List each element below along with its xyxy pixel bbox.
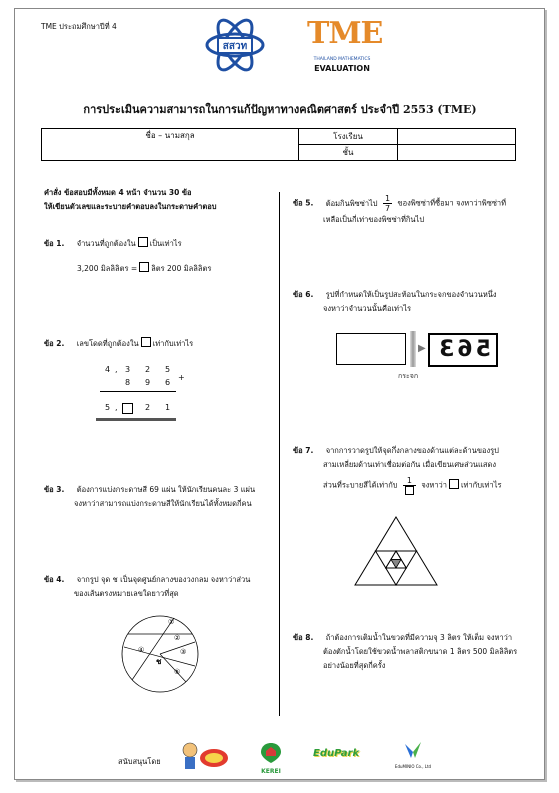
question-8 [293,631,517,673]
mirror-label: กระจก [398,372,419,380]
tme-logo-text: TME [307,16,383,51]
digit-separator: , [115,403,118,412]
tme-logo [307,12,383,84]
level-label: TME ประถมศึกษาปีที่ 4 [41,22,117,31]
school-label-cell [299,129,398,145]
question-2-number: ข้อ 2. [44,339,65,348]
student-info-table [41,128,516,161]
ipst-logo-text: สสวท [222,41,248,52]
question-8-line3: อย่างน้อยที่สุดกี่ครั้ง [323,661,386,670]
answer-box [141,337,151,347]
question-3-number: ข้อ 3. [44,485,65,494]
segment-label: ② [174,634,181,642]
question-4-line2: ของเส้นตรงหมายเลขใดยาวที่สุด [74,589,179,598]
plus-sign: + [178,373,185,382]
digit: 2 [145,365,151,374]
question-5 [293,194,506,227]
name-label: ชื่อ – นามสกุล [145,131,195,140]
sponsor-logo-kerei [256,742,286,776]
mirror-diagram [336,333,496,383]
eduminio-text: EduMINIO Co., Ltd [394,764,432,769]
school-field[interactable] [398,129,516,145]
question-8-line2: ต้องตักน้ำโดยใช้ขวดน้ำพลาสติกขนาด 1 ลิตร 500 มิลลิลิตร [323,647,518,656]
question-2-text: เลขโดดที่ถูกต้องใน [76,339,139,348]
circle-diagram [118,612,202,696]
instructions [44,186,216,214]
sponsor-label: สนับสนุนโดย [118,757,161,766]
sum-line [100,391,176,392]
class-field[interactable] [398,145,516,161]
question-7-line1: จากการวาดรูปให้จุดกึ่งกลางของด้านแต่ละด้านของรูป [325,446,499,455]
segment-label: ⑤ [174,668,181,676]
question-5-text2: ของพิซซ่าที่ซื้อมา จงหาว่าพิซซ่าที่ [397,198,507,208]
segment-label: ① [168,618,175,626]
column-divider [279,192,280,716]
equation-right: ลิตร 200 มิลลิลิตร [151,264,212,273]
instructions-line2: ให้เขียนตัวเลขและระบายคำตอบลงในกระดาษคำตอบ [44,202,217,211]
ipst-logo [204,14,266,76]
kerei-text: KEREI [261,768,281,775]
digit: 5 [165,365,171,374]
instructions-line1: คำสั่ง ข้อสอบมีทั้งหมด 4 หน้า จำนวน 30 ข้อ [44,188,192,197]
digit: 2 [145,403,151,412]
question-7-line3c: เท่ากับเท่าไร [460,480,502,490]
question-5-text1: ต้อมกินพิซซ่าไป [325,198,378,208]
digit: 8 [125,378,131,387]
question-1 [44,237,182,251]
question-3 [44,483,255,511]
arrow-icon: ▶ [418,343,426,354]
center-label: ช [156,657,162,666]
tme-logo-eval: EVALUATION [314,64,370,73]
question-3-line1: ต้องการแบ่งกระดาษสี 69 แผ่น ให้นักเรียนคนละ 3 แผ่น [76,485,256,494]
question-2-text-after: เท่ากับเท่าไร [152,339,194,348]
fraction-numerator: 1 [384,194,391,203]
digit: 3 [125,365,131,374]
question-7-number: ข้อ 7. [293,446,314,455]
triangle-diagram [353,515,439,587]
fraction-denominator: 7 [384,204,391,213]
question-3-line2: จงหาว่าสามารถแบ่งกระดาษสีให้นักเรียนได้ทั้งหมดกี่คน [74,499,252,508]
question-7 [293,444,502,495]
digit: 4 [105,365,111,374]
question-6-number: ข้อ 6. [293,290,314,299]
fraction [403,476,416,495]
sponsor-logo-edupark [313,748,363,770]
segment-label: ④ [138,646,145,654]
name-cell[interactable] [42,129,299,161]
answer-box [449,479,459,489]
double-sum-line [96,418,176,421]
digit: 6 [165,378,171,387]
digit: 9 [145,378,151,387]
answer-box [138,237,148,247]
equation-left: 3,200 มิลลิลิตร = [77,264,138,273]
mirrored-number: 563 [435,337,491,362]
page-title: การประเมินความสามารถในการแก้ปัญหาทางคณิตศาสตร์ ประจำปี 2553 (TME) [83,103,477,116]
question-4-line1: จากรูป จุด ช เป็นจุดศูนย์กลางของวงกลม จงหาว่าส่วน [76,575,251,584]
answer-box [139,262,149,272]
shaded-region [391,560,401,569]
addition-problem [100,365,190,425]
mirror-icon [410,331,416,367]
digit-separator: , [115,365,118,374]
question-8-line1: ถ้าต้องการเติมน้ำในขวดที่มีความจุ 3 ลิตร ให้เต็ม จงหาว่า [325,633,513,642]
question-5-number: ข้อ 5. [293,198,314,208]
question-7-line3b: จงหาว่า [421,480,447,490]
question-7-line3a: ส่วนที่ระบายสีได้เท่ากับ [323,480,398,490]
edupark-text: EduPark [313,748,360,759]
question-7-line2: สามเหลี่ยมด้านเท่าเชื่อมต่อกัน เมื่อเขียนเศษส่วนแสดง [323,460,496,469]
mirrored-number-box [428,333,498,367]
question-1-text-after: เป็นเท่าไร [149,239,182,248]
fraction-numerator: 1 [403,476,416,486]
blank-number-box [336,333,406,365]
answer-box [405,486,414,495]
question-1-equation [77,262,211,276]
tme-logo-sub: THAILAND MATHEMATICS [313,57,371,62]
question-4-number: ข้อ 4. [44,575,65,584]
segment-label: ③ [180,648,187,656]
question-4 [44,573,250,601]
sponsor-logo-eduminio [393,740,433,772]
question-8-number: ข้อ 8. [293,633,314,642]
question-2 [44,337,193,351]
sponsor-logo-mascot [180,740,230,772]
question-6 [293,288,497,316]
class-label-cell [299,145,398,161]
question-1-number: ข้อ 1. [44,239,65,248]
fraction [383,194,392,213]
question-6-line1: รูปที่กำหนดให้เป็นรูปสะท้อนในกระจกของจำนวนหนึ่ง [325,290,497,299]
question-6-line2: จงหาว่าจำนวนนั้นคือเท่าไร [323,304,412,313]
school-label: โรงเรียน [333,132,363,141]
digit: 1 [165,403,171,412]
class-label: ชั้น [342,148,354,157]
answer-box [122,403,133,414]
digit: 5 [105,403,111,412]
question-5-line2: เหลือเป็นกี่เท่าของพิซซ่าที่กินไป [323,215,425,224]
question-1-text: จำนวนที่ถูกต้องใน [76,239,136,248]
